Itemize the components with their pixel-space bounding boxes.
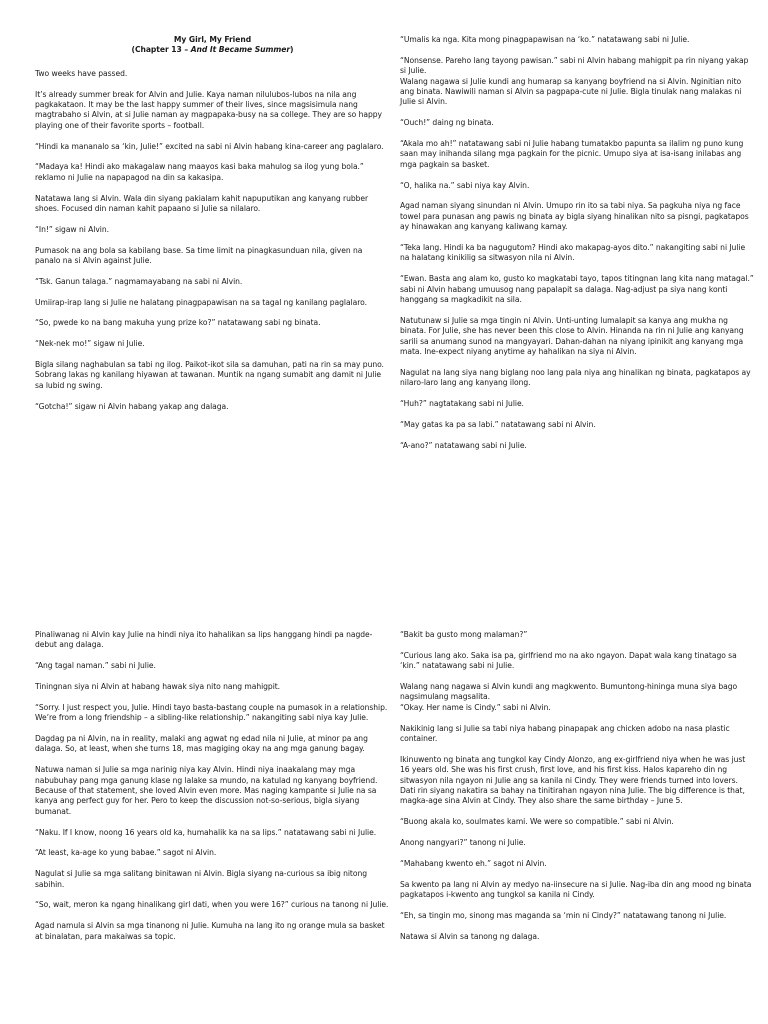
paragraph: Natatawa lang si Alvin. Wala din siyang pakialam kahit napuputikan ang kanyang rubber shoes. Focused din naman kahit papaano si Julie sa nilalaro. [35, 193, 369, 214]
story-title: My Girl, My Friend [173, 35, 252, 44]
paragraph: Two weeks have passed. [35, 68, 128, 78]
paragraph: “Sorry. I just respect you, Julie. Hindi tayo basta-bastang couple na pumasok in a relationship. We’re from a long friendship – a sibling-like relationship.” nakangiting sabi niya kay Julie. [35, 702, 388, 723]
paragraph: Nagulat si Julie sa mga salitang binitawan ni Alvin. Bigla siyang na-curious sa ibig nitong sabihin. [35, 869, 367, 889]
paragraph: “Akala mo ah!” natatawang sabi ni Julie habang tumatakbo papunta sa ilalim ng puno kung saan may inihanda silang mga pagkain for the picnic. Umupo siya at isa-isang inilabas ang mga pagkain sa basket. [400, 139, 744, 169]
paragraph: Agad namula si Alvin sa mga tinanong ni Julie. Kumuha na lang ito ng orange mula sa basket at binalatan, para makaiwas sa topic. [35, 921, 385, 941]
paragraph: “Eh, sa tingin mo, sinong mas maganda sa ‘min ni Cindy?” natatawang tanong ni Julie. [400, 910, 727, 920]
paragraph: “In!” sigaw ni Alvin. [35, 224, 109, 234]
paragraph: “A-ano?” natatawang sabi ni Julie. [400, 440, 527, 450]
paragraph: It’s already summer break for Alvin and Julie. Kaya naman nilulubos-lubos na nila ang pagkakataon. It may be the last happy summer of their lives, since magsisimula nang magtrabaho si Alvin, at si Julie naman ay magpapaka-busy na sa college. They are so happy playing one of their favorite sports – football. [35, 89, 382, 130]
column-top-right [400, 35, 755, 461]
chapter-subtitle: (Chapter 13 – And It Became Summer) [131, 45, 294, 55]
paragraphs [35, 69, 390, 412]
paragraph: “Mahabang kwento eh.” sagot ni Alvin. [400, 858, 547, 868]
paragraph: “May gatas ka pa sa labi.” natatawang sabi ni Alvin. [400, 419, 596, 429]
chapter-title [35, 35, 390, 56]
paragraph: Anong nangyari?” tanong ni Julie. [400, 838, 526, 848]
paragraph: Umiirap-irap lang si Julie ne halatang pinagpapawisan na sa tagal ng kanilang paglalaro. [35, 297, 367, 307]
paragraph: “Nek-nek mo!” sigaw ni Julie. [35, 339, 145, 349]
column-top-left [35, 35, 390, 422]
paragraph: Nakikinig lang si Julie sa tabi niya habang pinapapak ang chicken adobo na nasa plastic container. [400, 723, 730, 744]
column-bottom-right [400, 630, 755, 952]
paragraph: Bigla silang naghabulan sa tabi ng ilog. Paikot-ikot sila sa damuhan, pati na rin sa may puno. Sobrang lakas ng kanilang hiyawan at tawanan. Muntik na ngang sumabit ang damit ni Julie sa lubid ng swing. [35, 360, 384, 390]
paragraphs [35, 630, 390, 942]
paragraph: “O, halika na.” sabi niya kay Alvin. [400, 180, 530, 190]
paragraph: Walang nang nagawa si Alvin kundi ang magkwento. Bumuntong-hininga muna siya bago nagsimulang magsalita. “Okay. Her name is Cindy.” sabi ni Alvin. [400, 682, 738, 712]
paragraph: “Umalis ka nga. Kita mong pinagpapawisan na ‘ko.” natatawang sabi ni Julie. [400, 35, 690, 44]
paragraph: “Gotcha!” sigaw ni Alvin habang yakap ang dalaga. [35, 401, 229, 411]
paragraph: Pinaliwanag ni Alvin kay Julie na hindi niya ito hahalikan sa lips hanggang hindi pa nagde-debut ang dalaga. [35, 630, 373, 650]
chapter-name: And It Became Summer [190, 45, 291, 55]
paragraph: “Ang tagal naman.” sabi ni Julie. [35, 661, 156, 671]
paragraph: Ikinuwento ng binata ang tungkol kay Cindy Alonzo, ang ex-girlfriend niya when he was just 16 years old. She was his first crush, first love, and his first kiss. Halos kapareho din ng sitwasyon nila ngayon ni Julie ang sa kanila ni Cindy. They were friends turned into lovers. Dati rin siyang nakatira sa bahay na tinitirahan ngayon nina Julie. The big difference is that, magka-age sina Alvin at Cindy. They also share the same birthday – June 5. [400, 754, 746, 806]
paragraph: “At least, ka-age ko yung babae.” sagot ni Alvin. [35, 848, 217, 858]
paragraph: “Tsk. Ganun talaga.” nagmamayabang na sabi ni Alvin. [35, 276, 243, 286]
paragraph: Dagdag pa ni Alvin, na in reality, malaki ang agwat ng edad nila ni Julie, at minor pa ang dalaga. So, at least, when she turns 18, mas magiging okay na ang mga ganung bagay. [35, 734, 368, 754]
paragraph: Pumasok na ang bola sa kabilang base. Sa time limit na pinagkasunduan nila, given na panalo na si Alvin against Julie. [35, 245, 363, 266]
paragraph: Sa kwento pa lang ni Alvin ay medyo na-iinsecure na si Julie. Nag-iba din ang mood ng binata pagkatapos i-kwento ang tungkol sa kanila ni Cindy. [400, 879, 752, 900]
paragraph: “Ouch!” daing ng binata. [400, 118, 494, 128]
paragraph: Tiningnan siya ni Alvin at habang hawak siya nito nang mahigpit. [35, 682, 281, 691]
paragraph: “Huh?” nagtatakang sabi ni Julie. [400, 399, 524, 409]
paragraph: “Bakit ba gusto mong malaman?” [400, 630, 528, 639]
paragraph: “So, pwede ko na bang makuha yung prize ko?” natatawang sabi ng binata. [35, 318, 321, 328]
paragraph: Natuwa naman si Julie sa mga narinig niya kay Alvin. Hindi niya inaakalang may mga nabubuhay pang mga ganung klase ng lalake sa mundo, na katulad ng kanyang boyfriend. Because of that statement, she loved Alvin even more. Mas naging kampante si Julie na sa kanya ang perfect guy for her. Pero to keep the discussion not-so-serious, bigla siyang bumanat. [35, 765, 378, 816]
paragraph: Agad naman siyang sinundan ni Alvin. Umupo rin ito sa tabi niya. Sa pagkuha niya ng face towel para punasan ang pawis ng binata ay bigla siyang hinalikan nito sa pisngi, pagkatapos ay hinawakan ang kanyang kaliwang kamay. [400, 201, 749, 232]
paragraph: “Buong akala ko, soulmates kami. We were so compatible.” sabi ni Alvin. [400, 817, 674, 827]
paragraph: “Nonsense. Pareho lang tayong pawisan.” sabi ni Alvin habang mahigpit pa rin niyang yakap si Julie. Walang nagawa si Julie kundi ang humarap sa kanyang boyfriend na si Alvin. Nginitian nito ang binata. Nawiwili naman si Alvin sa pagpapa-cute ni Julie. Bigla tinulak nang malakas ni Julie si Alvin. [400, 55, 749, 107]
paragraph: “Hindi ka mananalo sa ‘kin, Julie!” excited na sabi ni Alvin habang kina-career ang paglalaro. [35, 141, 384, 151]
paragraph: “So, wait, meron ka ngang hinalikang girl dati, when you were 16?” curious na tanong ni Julie. [35, 900, 389, 910]
column-bottom-left [35, 630, 390, 952]
paragraph: “Ewan. Basta ang alam ko, gusto ko magkatabi tayo, tapos titingnan lang kita nang matagal.” sabi ni Alvin habang umuusog nang papalapit sa dalaga. Nag-adjust pa siya nang konti hanggang sa magkadikit na sila. [400, 274, 754, 305]
paragraph: “Teka lang. Hindi ka ba nagugutom? Hindi ako makapag-ayos dito.” nakangiting sabi ni Julie na halatang kinikilig sa sitwasyon nila ni Alvin. [400, 243, 746, 263]
paragraph: “Curious lang ako. Saka isa pa, girlfriend mo na ako ngayon. Dapat wala kang tinatago sa ‘kin.” natatawang sabi ni Julie. [400, 650, 737, 671]
paragraph: “Madaya ka! Hindi ako makagalaw nang maayos kasi baka mahulog sa ilog yung bola.” reklamo ni Julie na napapagod na din sa kakasipa. [35, 162, 364, 182]
paragraph: Natawa si Alvin sa tanong ng dalaga. [400, 931, 540, 941]
paragraph: Natutunaw si Julie sa mga tingin ni Alvin. Unti-unting lumalapit sa kanya ang mukha ng binata. For Julie, she has never been this close to Alvin. Hinanda na rin ni Julie ang kanyang sarili sa anumang sunod na mangyayari. Dahan-dahan na niyang ipinikit ang kanyang mga mata. Ine-expect niyang anytime ay hahalikan na siya ni Alvin. [400, 315, 744, 357]
paragraphs [400, 630, 755, 942]
paragraph: “Naku. If I know, noong 16 years old ka, humahalik ka na sa lips.” natatawang sabi ni Julie. [35, 827, 377, 837]
paragraphs [400, 35, 755, 451]
paragraph: Nagulat na lang siya nang biglang noo lang pala niya ang hinalikan ng binata, pagkatapos ay nilaro-laro lang ang kanyang ilong. [400, 367, 751, 388]
